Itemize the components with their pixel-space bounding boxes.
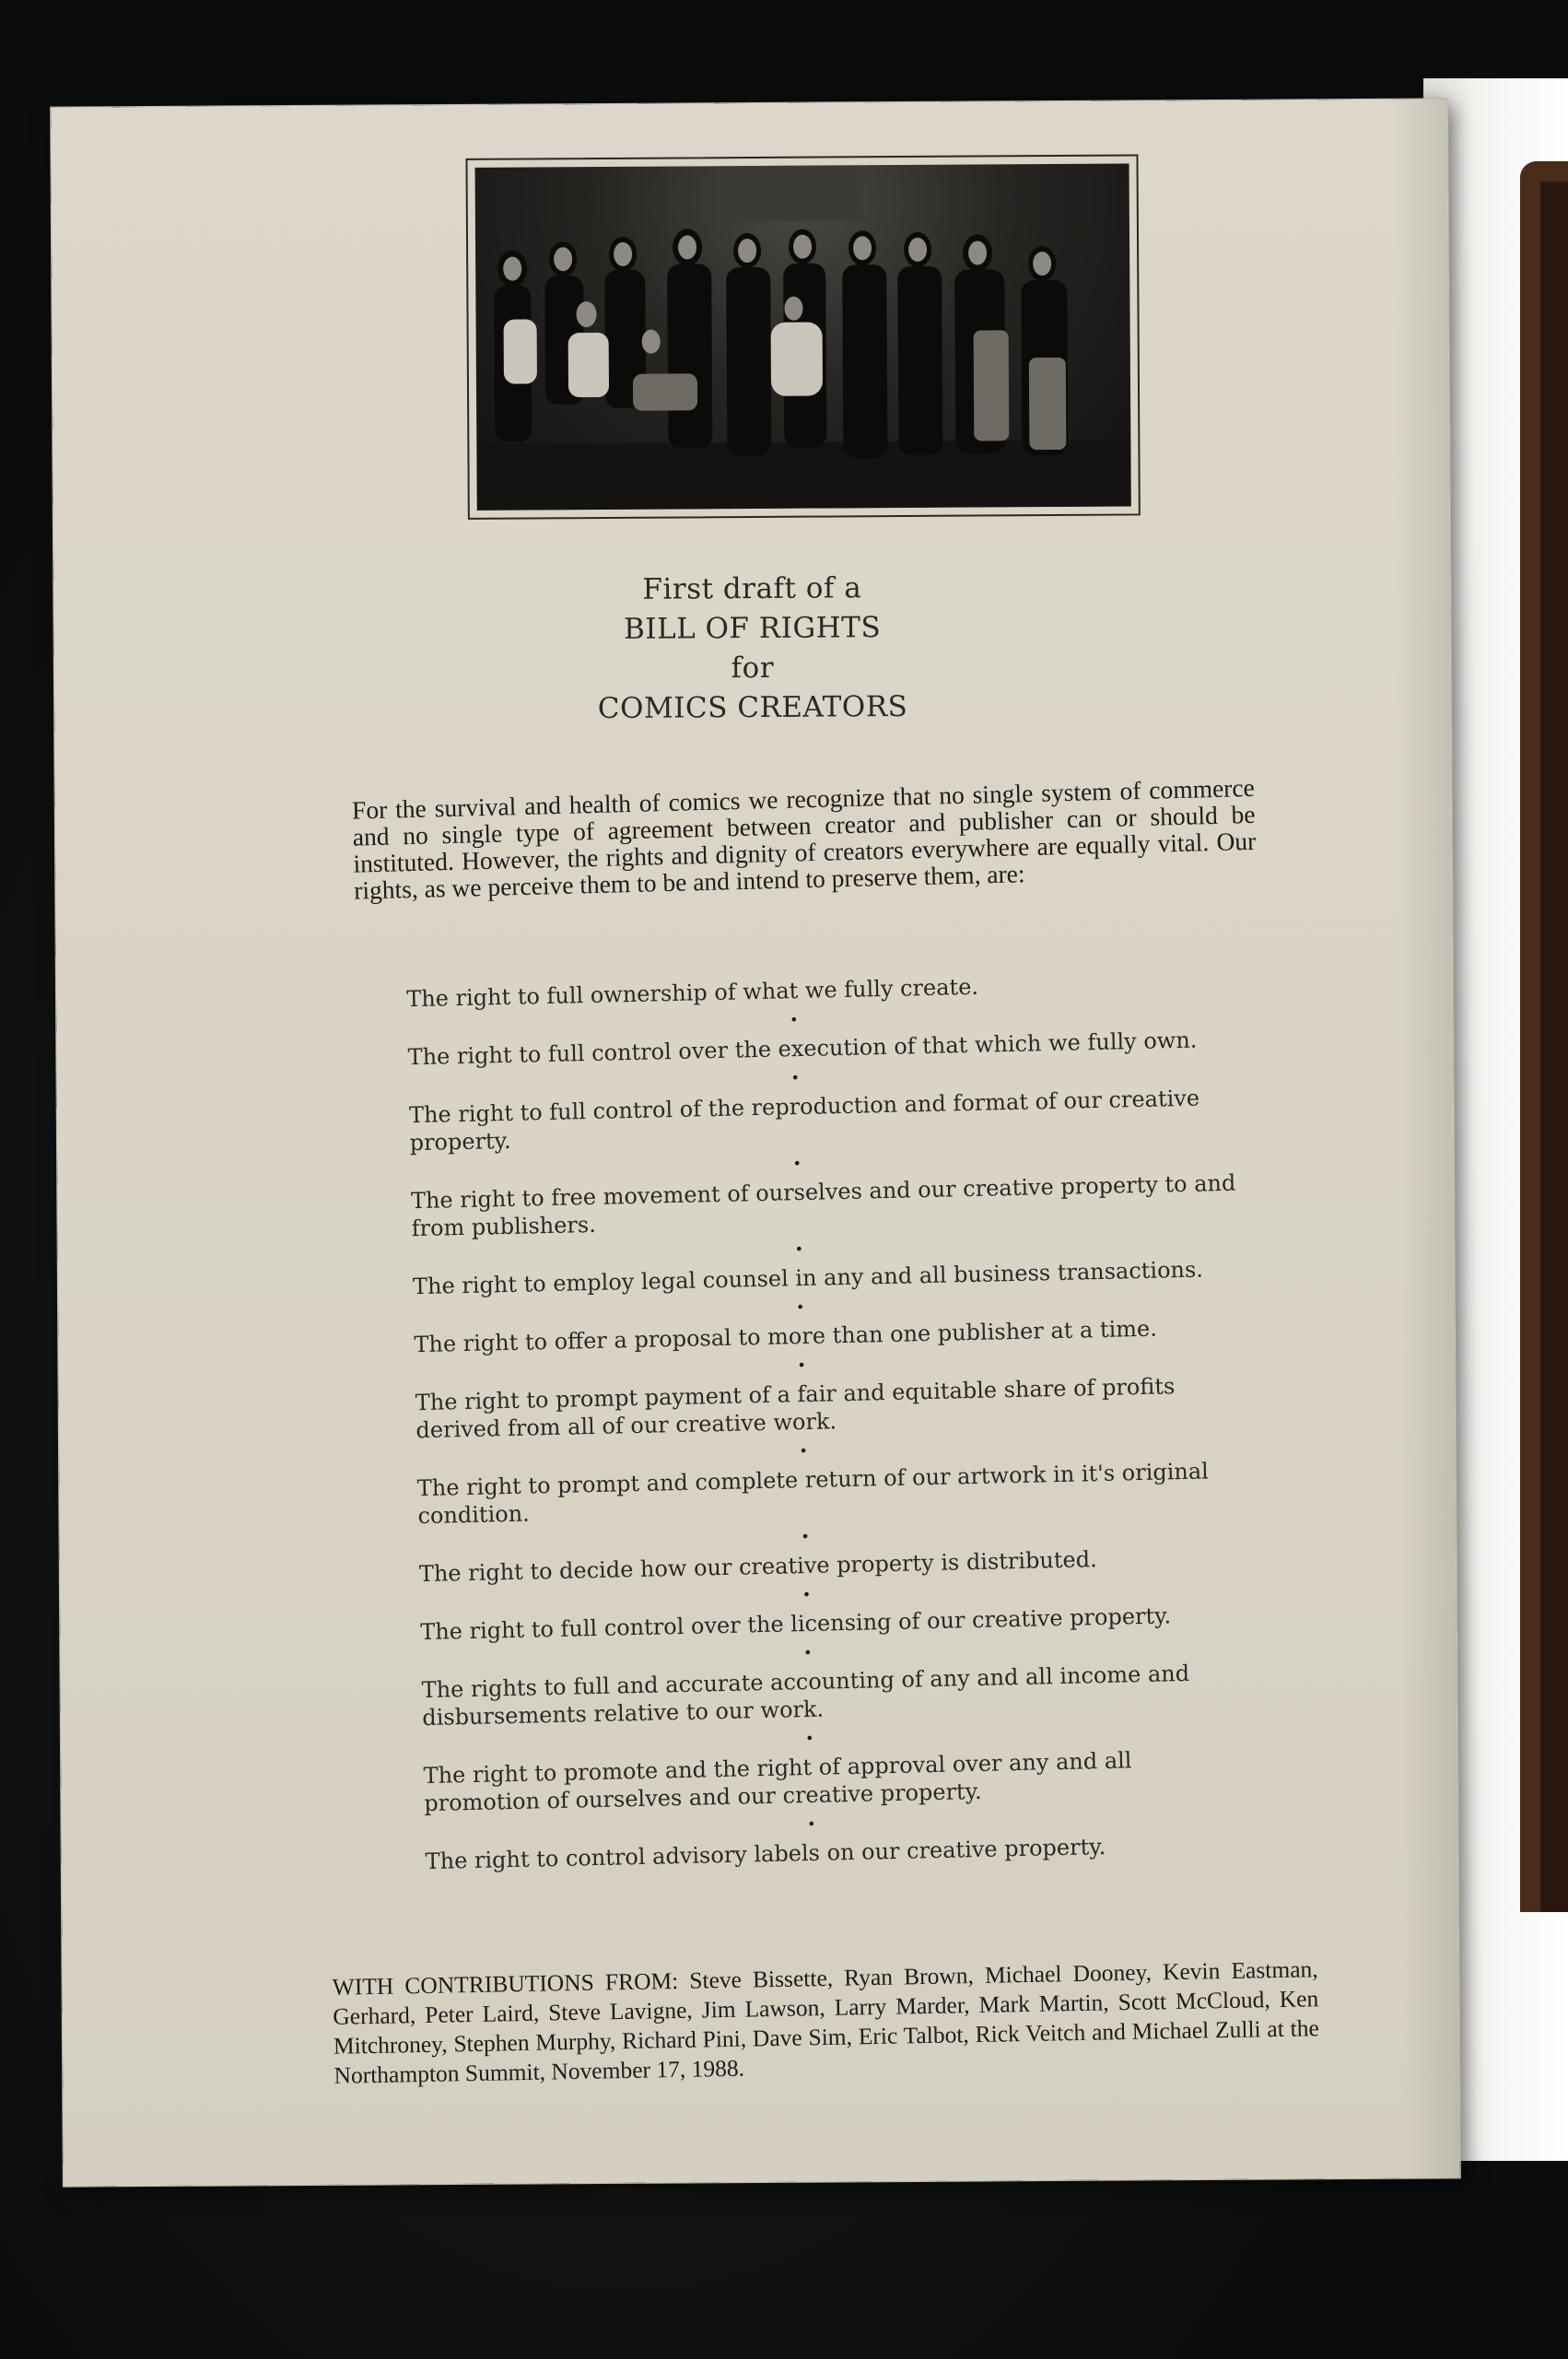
right-item-13: The right to control advisory labels on our creative property. — [425, 1833, 1106, 1875]
bullet-separator: • — [790, 1069, 801, 1087]
right-item-12: The right to promote and the right of approval over any and all promotion of ourselves and our creative property. — [423, 1747, 1132, 1817]
bullet-separator: • — [799, 1441, 808, 1461]
bullet-separator: • — [801, 1527, 811, 1546]
bullet-separator: • — [802, 1643, 813, 1662]
right-item-6: The right to offer a proposal to more than one publisher at a time. — [414, 1315, 1158, 1358]
right-item-9: The right to decide how our creative property is distributed. — [418, 1546, 1097, 1588]
magazine-page — [51, 99, 1460, 2186]
right-item-10: The right to full control over the licensing of our creative property. — [419, 1602, 1172, 1646]
group-photo-figures — [475, 164, 1131, 511]
heading-line-for: for — [731, 651, 775, 686]
document-heading — [53, 565, 1451, 732]
bullet-separator: • — [804, 1729, 814, 1748]
bullet-separator: • — [806, 1814, 816, 1834]
right-item-4: The right to free movement of ourselves and our creative property to and from publishers. — [410, 1169, 1236, 1242]
heading-line-bill-of-rights: BILL OF RIGHTS — [623, 611, 882, 646]
bullet-separator: • — [794, 1239, 804, 1259]
rights-list — [406, 968, 1255, 1875]
right-item-5: The right to employ legal counsel in any and all business transactions. — [412, 1256, 1204, 1300]
right-item-11: The rights to full and accurate accounting of any and all income and disbursements relative to our work. — [421, 1660, 1190, 1731]
bullet-separator: • — [792, 1155, 802, 1173]
group-photo-frame — [465, 154, 1140, 519]
right-item-1: The right to full ownership of what we fully create. — [405, 973, 979, 1013]
heading-line-first-draft: First draft of a — [642, 571, 862, 606]
heading-line-comics-creators: COMICS CREATORS — [597, 689, 908, 726]
preamble-paragraph: For the survival and health of comics we recognize that no single system of commerce and no single type of agreement between creator and publisher can or should be instituted. However, the rights and dignity of creators everywhere are equally vital. Our rights, as we perceive them to be and intend to preserve them, are: — [351, 772, 1257, 905]
contributions-paragraph: WITH CONTRIBUTIONS FROM: Steve Bissette, Ryan Brown, Michael Dooney, Kevin Eastman, Gerhard, Peter Laird, Steve Lavigne, Jim Lawson, Larry Marder, Mark Martin, Scott McCloud, Ken Mitchroney, Stephen Murphy, Richard Pini, Dave Sim, Eric Talbot, Rick Veitch and Michael Zulli at the Northampton Summit, November 17, 1988. — [332, 1954, 1320, 2089]
facing-page-artwork — [1520, 161, 1568, 1912]
group-photo — [475, 164, 1131, 511]
bullet-separator: • — [797, 1356, 806, 1375]
bullet-separator: • — [789, 1011, 799, 1029]
right-item-3: The right to full control of the reproduction and format of our creative property. — [408, 1085, 1200, 1156]
right-item-8: The right to prompt and complete return of our artwork in it's original condition. — [416, 1458, 1210, 1530]
bullet-separator: • — [795, 1297, 805, 1317]
bullet-separator: • — [802, 1585, 812, 1604]
right-item-2: The right to full control over the execution of that which we fully own. — [407, 1027, 1198, 1071]
right-item-7: The right to prompt payment of a fair and equitable share of profits derived from all of our creative work. — [415, 1373, 1176, 1444]
